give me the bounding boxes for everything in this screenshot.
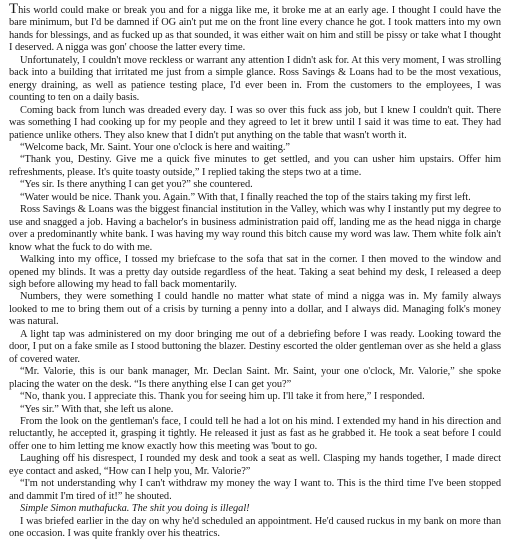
paragraph-5: “Thank you, Destiny. Give me a quick five minutes to get settled, and you can usher him upstairs. Offer him refreshments, please. It's quite toasty outside,” I replied taking the steps two at a time. xyxy=(9,154,501,178)
paragraph-15: From the look on the gentleman's face, I could tell he had a lot on his mind. I extended my hand in his direction and reluctantly, he accepted it, grasping it tightly. He released it just as fast as he grabbed it. He took a seat before I could offer one to him letting me know exactly how this meeting was 'bout to go. xyxy=(9,415,501,452)
document-page xyxy=(9,1,501,540)
paragraph-14: “Yes sir.” With that, she left us alone. xyxy=(20,403,174,415)
paragraph-1-text: his world could make or break you and for a nigga like me, it broke me at an early age. I thought I could have the bare minimum, but I'd be damned if OG ain't put me on the front line every chance he got. I took matters into my own hands for blessings, and as fucked up as that sounded, it was either wait on him and still be pissy or take what I thought I deserved. A nigga was gon' choose the latter every time. xyxy=(9,5,501,54)
paragraph-2: Unfortunately, I couldn't move reckless or warrant any attention I didn't ask for. At this very moment, I was strolling back into a building that irritated me just from a simple glance. Ross Savings & Loans had to be the most vexatious, energy draining, as well as patience testing place, I'd ever been in. From the customers to the employees, I was counting to ten on a daily basis. xyxy=(9,54,501,104)
paragraph-1 xyxy=(9,1,501,55)
paragraph-19: I was briefed earlier in the day on why he'd scheduled an appointment. He'd caused ruckus in my bank on more than one occasion. I was quite frankly over his theatrics. xyxy=(9,515,501,540)
paragraph-18-italic-thought: Simple Simon muthafucka. The shit you doing is illegal! xyxy=(20,503,250,515)
paragraph-6: “Yes sir. Is there anything I can get you?” she countered. xyxy=(20,179,253,191)
paragraph-10: Numbers, they were something I could handle no matter what state of mind a nigga was in. My family always looked to me to bring them out of a crisis by turning a penny into a dollar, and I always did. Managing folk's money was natural. xyxy=(9,291,501,328)
paragraph-8: Ross Savings & Loans was the biggest financial institution in the Valley, which was why I instantly put my degree to use and snagged a job. Having a bachelor's in business administration paid off, landing me as the head nigga in charge over a predominantly white bank. I was having my way round this bitch cause my word was law. Them white folk ain't know what the fuck to do with me. xyxy=(9,204,501,253)
paragraph-3: Coming back from lunch was dreaded every day. I was so over this fuck ass job, but I knew I couldn't quit. There was something I had cooking up for my people and they agreed to let it brew until I said it was time to eat. They had patience unlike others. They also knew that I didn't put anything on the table that wasn't worth it. xyxy=(9,104,501,141)
paragraph-17: “I'm not understanding why I can't withdraw my money the way I want to. This is the third time I've been stopped and dammit I'm tired of it!” he shouted. xyxy=(9,478,501,502)
paragraph-12: “Mr. Valorie, this is our bank manager, Mr. Declan Saint. Mr. Saint, your one o'clock, Mr. Valorie,” she spoke placing the water on the desk. “Is there anything else I can get you?” xyxy=(9,366,501,390)
paragraph-7: “Water would be nice. Thank you. Again.” With that, I finally reached the top of the stairs taking my first left. xyxy=(20,191,471,203)
paragraph-16: Laughing off his disrespect, I rounded my desk and took a seat as well. Clasping my hands together, I made direct eye contact and asked, “How can I help you, Mr. Valorie?” xyxy=(9,453,501,477)
drop-cap: T xyxy=(9,1,19,17)
paragraph-13: “No, thank you. I appreciate this. Thank you for seeing him up. I'll take it from here,” I responded. xyxy=(20,391,425,403)
paragraph-4: “Welcome back, Mr. Saint. Your one o'clock is here and waiting.” xyxy=(20,141,290,153)
paragraph-9: Walking into my office, I tossed my briefcase to the sofa that sat in the corner. I then moved to the window and opened my blinds. It was a pretty day outside regardless of the heat. Taking a seat behind my desk, I released a deep sigh before allowing my head to fall back momentarily. xyxy=(9,254,501,290)
paragraph-11: A light tap was administered on my door bringing me out of a debriefing before I was ready. Looking toward the door, I put on a fake smile as I stood buttoning the blazer. Destiny escorted the older gentleman over as she held a glass of covered water. xyxy=(9,328,501,365)
